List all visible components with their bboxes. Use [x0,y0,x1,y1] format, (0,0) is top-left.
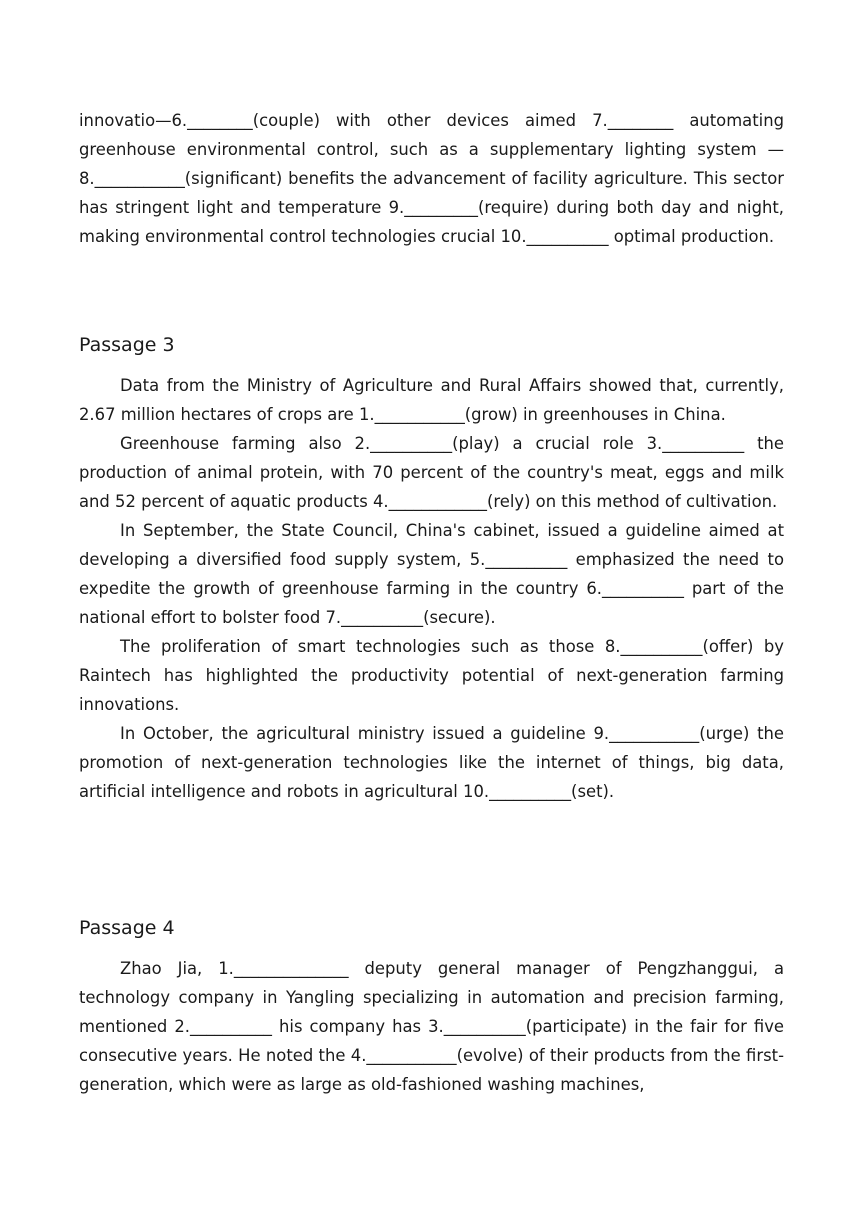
passage-3-body [79,371,784,806]
paragraph: In October, the agricultural ministry issued a guideline 9.___________(urge) the promotion of next-generation technologies like the internet of things, big data, artificial intelligence and robots in agricultural 10.__________(set). [79,724,784,801]
passage-2-continuation [79,106,784,251]
paragraph: Greenhouse farming also 2.__________(play) a crucial role 3.__________ the production of animal protein, with 70 percent of the country's meat, eggs and milk and 52 percent of aquatic products 4.____________(rely) on this method of cultivation. [79,434,784,511]
paragraph: In September, the State Council, China's cabinet, issued a guideline aimed at developing a diversified food supply system, 5.__________ emphasized the need to expedite the growth of greenhouse farming in the country 6.__________ part of the national effort to bolster food 7.__________(secure). [79,521,784,627]
paragraph: Zhao Jia, 1.______________ deputy general manager of Pengzhanggui, a technology company in Yangling specializing in automation and precision farming, mentioned 2.__________ his company has 3.__________(participate) in the fair for five consecutive years. He noted the 4.___________(evolve) of their products from the first-generation, which were as large as old-fashioned washing machines, [79,959,784,1094]
paragraph: Data from the Ministry of Agriculture and Rural Affairs showed that, currently, 2.67 million hectares of crops are 1.___________(grow) in greenhouses in China. [79,376,784,424]
paragraph: The proliferation of smart technologies such as those 8.__________(offer) by Raintech has highlighted the productivity potential of next-generation farming innovations. [79,637,784,714]
passage-3-heading: Passage 3 [79,334,175,356]
passage-4-heading: Passage 4 [79,917,175,939]
paragraph: innovatio—6.________(couple) with other devices aimed 7.________ automating greenhouse environmental control, such as a supplementary lighting system — 8.___________(significant) benefits the advancement of facility agriculture. This sector has stringent light and temperature 9._________(require) during both day and night, making environmental control technologies crucial 10.__________ optimal production. [79,111,784,246]
passage-4-body [79,954,784,1099]
